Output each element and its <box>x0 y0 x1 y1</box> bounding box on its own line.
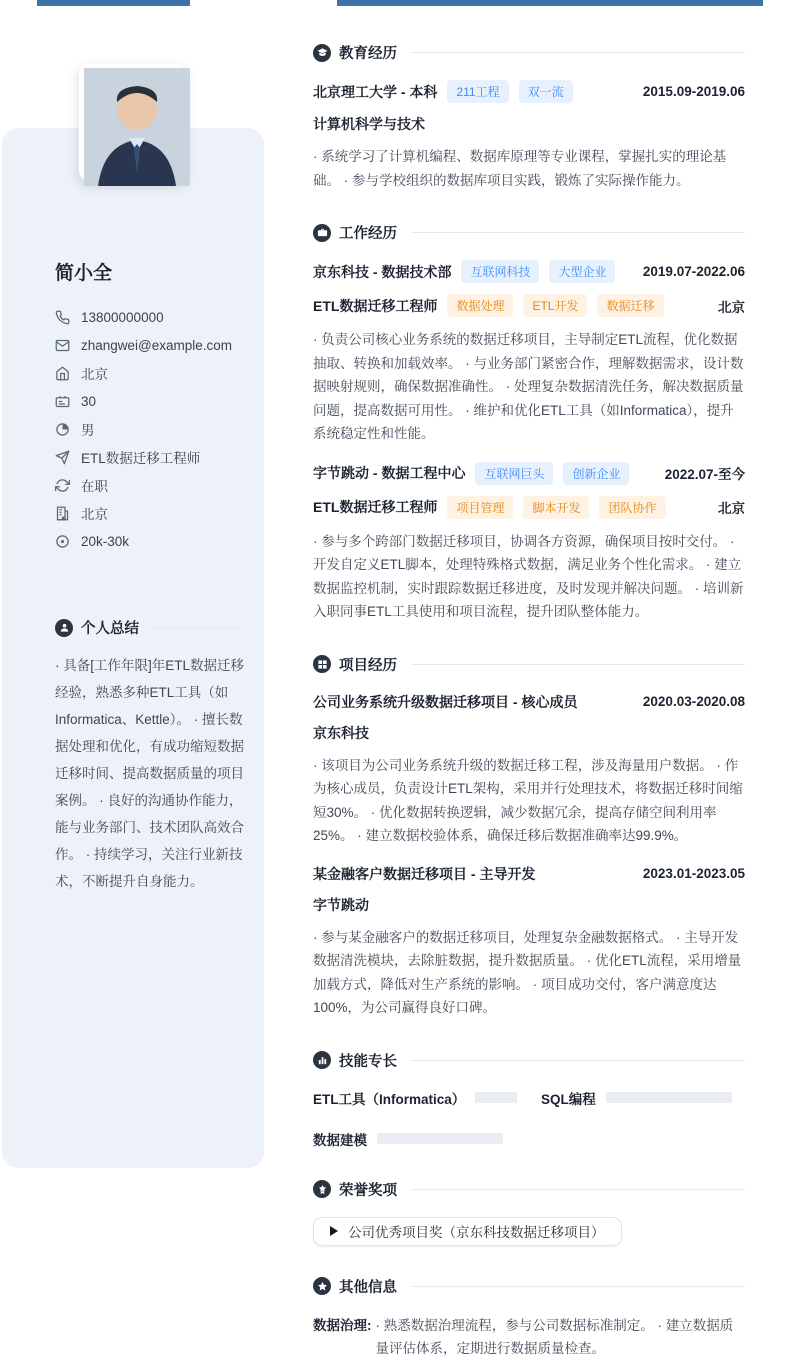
gender-value: 男 <box>81 423 95 438</box>
main-column <box>313 0 745 1361</box>
position-row <box>313 294 745 317</box>
company-row <box>313 462 745 485</box>
building-icon <box>55 506 70 521</box>
play-triangle-icon <box>330 1226 338 1236</box>
medal-icon <box>313 1180 331 1198</box>
work-city-value: 北京 <box>81 507 108 522</box>
contact-age <box>55 387 240 415</box>
profile-photo-placeholder <box>84 68 190 186</box>
project-date: 2020.03-2020.08 <box>642 694 745 709</box>
sidebar <box>2 128 264 1140</box>
education-school-row <box>313 80 745 103</box>
job-title-value: ETL数据迁移工程师 <box>81 451 201 466</box>
mail-icon <box>55 338 70 353</box>
contact-work-city <box>55 499 240 527</box>
salary-icon <box>55 534 70 549</box>
divider <box>411 664 745 665</box>
work-entry <box>313 260 745 446</box>
divider <box>411 232 745 233</box>
work-desc: · 参与多个跨部门数据迁移项目，协调各方资源，确保项目按时交付。 · 开发自定义ETL脚本，处理特殊格式数据，满足业务个性化需求。 · 建立数据监控机制，实时跟踪数据迁移进度，及时发现并解决问题。 · 培训新入职同事ETL工具使用和项目流程，提升团队整体能力。 <box>313 533 744 619</box>
work-location: 北京 <box>718 501 745 516</box>
skill-item <box>541 1088 745 1108</box>
phone-icon <box>55 310 70 325</box>
work-desc: · 负责公司核心业务系统的数据迁移项目，主导制定ETL流程，优化数据抽取、转换和加载效率。 · 与业务部门紧密合作，理解数据需求，设计数据映射规则，确保数据准确性。 · 处理复杂数据清洗任务，解决数据质量问题，提高数据可用性。 · 维护和优化ETL工具（如Informatica），提升系统稳定性和性能。 <box>313 332 744 441</box>
projects-title: 项目经历 <box>339 657 397 674</box>
project-org: 字节跳动 <box>313 896 369 913</box>
company-tag: 互联网巨头 <box>475 462 553 485</box>
contact-salary <box>55 527 240 555</box>
divider <box>411 1189 745 1190</box>
position-tag: 脚本开发 <box>523 496 589 519</box>
project-title-row <box>313 864 745 884</box>
project-entry <box>313 692 745 848</box>
position-name: ETL数据迁移工程师 <box>313 297 438 314</box>
profile-photo <box>79 63 185 181</box>
divider <box>411 52 745 53</box>
awards-title: 荣誉奖项 <box>339 1182 397 1199</box>
project-desc: · 参与某金融客户的数据迁移项目，处理复杂金融数据格式。 · 主导开发数据清洗模块，去除脏数据，提升数据质量。 · 优化ETL流程，采用增量加载方式，降低对生产系统的影响。 · 项目成功交付，客户满意度达100%，为公司赢得良好口碑。 <box>313 929 742 1015</box>
position-tag: 项目管理 <box>447 496 513 519</box>
skills-grid <box>313 1088 745 1149</box>
school-name: 北京理工大学 - 本科 <box>313 83 438 100</box>
other-header <box>313 1276 745 1297</box>
salary-value: 20k-30k <box>81 533 130 549</box>
project-org-row <box>313 723 745 743</box>
briefcase-icon <box>313 224 331 242</box>
divider <box>411 1286 745 1287</box>
skill-label: 数据建模 <box>313 1132 367 1148</box>
projects-header <box>313 654 745 675</box>
other-item-text: · 熟悉数据治理流程，参与公司数据标准制定。 · 建立数据质量评估体系，定期进行数据质量检查。 <box>375 1317 734 1356</box>
company-tag: 大型企业 <box>549 260 615 283</box>
skills-title: 技能专长 <box>339 1053 397 1070</box>
project-org: 京东科技 <box>313 724 369 741</box>
person-icon <box>55 619 73 637</box>
education-entry <box>313 80 745 192</box>
contact-job-title <box>55 443 240 471</box>
skill-bar <box>475 1092 517 1103</box>
work-date: 2022.07-至今 <box>664 467 745 482</box>
awards-header <box>313 1179 745 1200</box>
skill-item <box>313 1129 517 1149</box>
education-title: 教育经历 <box>339 46 397 62</box>
project-title-row <box>313 692 745 712</box>
position-tag: 团队协作 <box>599 496 665 519</box>
home-city-value: 北京 <box>81 367 108 382</box>
section-awards <box>313 1179 745 1246</box>
project-name: 公司业务系统升级数据迁移项目 - 核心成员 <box>313 693 578 710</box>
project-desc: · 该项目为公司业务系统升级的数据迁移工程，涉及海量用户数据。 · 作为核心成员，负责设计ETL架构，采用并行处理技术，将数据迁移时间缩短30%。 · 优化数据转换逻辑，减少数据冗余，提高存储空间利用率25%。 · 建立数据校验体系，确保迁移后数据准确率达99.9%。 <box>313 757 743 843</box>
company-name: 字节跳动 - 数据工程中心 <box>313 465 466 481</box>
contact-phone <box>55 303 240 331</box>
project-org-row <box>313 895 745 915</box>
person-name: 简小全 <box>55 263 113 284</box>
company-name: 京东科技 - 数据技术部 <box>313 263 452 280</box>
skill-bar <box>377 1133 503 1144</box>
star-icon <box>313 1277 331 1295</box>
phone-value: 13800000000 <box>81 309 164 325</box>
grid-icon <box>313 655 331 673</box>
school-tag: 双一流 <box>519 80 573 103</box>
age-icon <box>55 394 70 409</box>
contact-gender <box>55 415 240 443</box>
email-value: zhangwei@example.com <box>81 337 233 353</box>
section-projects <box>313 654 745 1020</box>
contact-status <box>55 471 240 499</box>
education-date: 2015.09-2019.06 <box>642 84 745 99</box>
divider <box>153 627 240 628</box>
sidebar-accent-bar <box>37 0 190 6</box>
position-row <box>313 496 745 519</box>
work-title: 工作经历 <box>339 226 397 242</box>
education-major-row <box>313 114 745 134</box>
section-skills <box>313 1050 745 1149</box>
school-tag: 211工程 <box>447 80 508 103</box>
skill-label: SQL编程 <box>541 1091 596 1107</box>
summary-text: · 具备[工作年限]年ETL数据迁移经验，熟悉多种ETL工具（如Informatica、Kettle）。 · 擅长数据处理和优化，有成功缩短数据迁移时间、提高数据质量的项目案例。 · 良好的沟通协作能力，能与业务部门、技术团队高效合作。 · 持续学习，关注行业新技术，不断提升自身能力。 <box>55 658 245 889</box>
education-header <box>313 42 745 63</box>
position-name: ETL数据迁移工程师 <box>313 499 438 515</box>
age-value: 30 <box>81 393 97 409</box>
skills-header <box>313 1050 745 1071</box>
position-tag: 数据迁移 <box>597 294 663 317</box>
work-entry <box>313 462 745 624</box>
position-tag: 数据处理 <box>447 294 513 317</box>
section-work <box>313 222 745 624</box>
major-name: 计算机科学与技术 <box>313 116 425 132</box>
other-item <box>313 1314 745 1361</box>
education-desc: · 系统学习了计算机编程、数据库原理等专业课程，掌握扎实的理论基础。 · 参与学校组织的数据库项目实践，锻炼了实际操作能力。 <box>313 149 727 188</box>
work-location: 北京 <box>718 299 745 315</box>
gender-icon <box>55 422 70 437</box>
bar-chart-icon <box>313 1051 331 1069</box>
status-value: 在职 <box>81 479 108 494</box>
work-date: 2019.07-2022.06 <box>642 264 745 279</box>
send-icon <box>55 450 70 465</box>
project-entry <box>313 864 745 1020</box>
company-tag: 创新企业 <box>563 462 629 485</box>
company-row <box>313 260 745 283</box>
other-item-label: 数据治理: <box>313 1317 372 1333</box>
award-text: 公司优秀项目奖（京东科技数据迁移项目） <box>348 1225 605 1240</box>
skill-item <box>313 1088 517 1108</box>
project-name: 某金融客户数据迁移项目 - 主导开发 <box>313 865 536 882</box>
project-date: 2023.01-2023.05 <box>642 866 745 881</box>
summary-section-header <box>55 617 240 638</box>
divider <box>411 1060 745 1061</box>
graduation-cap-icon <box>313 44 331 62</box>
section-education <box>313 42 745 192</box>
contact-email <box>55 331 240 359</box>
work-header <box>313 222 745 243</box>
position-tag: ETL开发 <box>523 294 587 317</box>
summary-title: 个人总结 <box>81 621 139 637</box>
other-title: 其他信息 <box>339 1279 397 1296</box>
skill-label: ETL工具（Informatica） <box>313 1091 466 1107</box>
contact-home-city <box>55 359 240 387</box>
status-icon <box>55 478 70 493</box>
section-other <box>313 1276 745 1361</box>
company-tag: 互联网科技 <box>461 260 539 283</box>
home-icon <box>55 366 70 381</box>
skill-bar <box>606 1092 732 1103</box>
award-item[interactable] <box>313 1217 622 1246</box>
